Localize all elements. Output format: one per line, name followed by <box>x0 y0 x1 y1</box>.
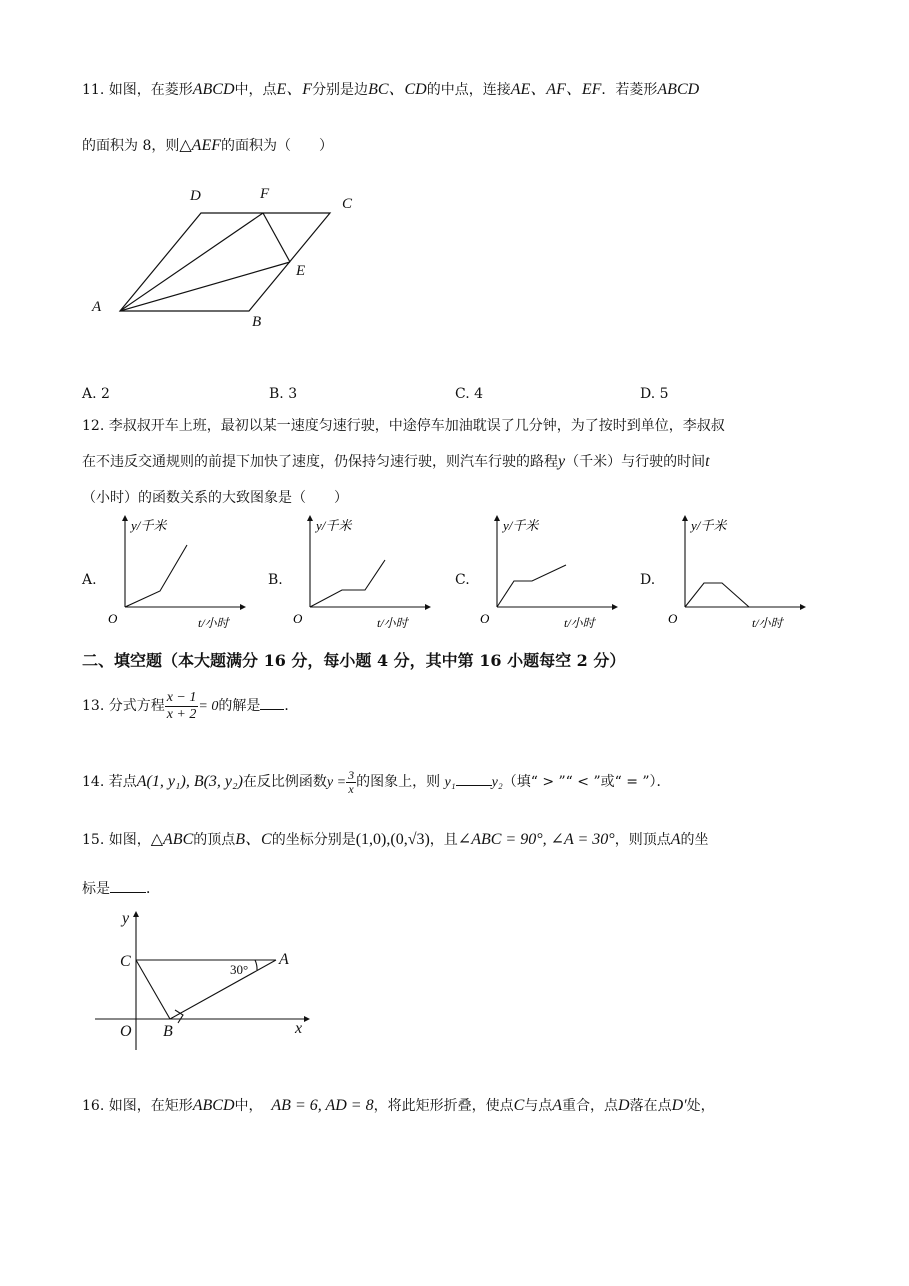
q12-graph-c[interactable] <box>472 515 622 630</box>
y-axis-label: y/千米 <box>316 518 352 533</box>
q13-text: ． <box>284 698 299 714</box>
math-triangle: △AEF <box>179 137 221 154</box>
math-func-lhs: y = <box>326 775 347 790</box>
q12-graph-b[interactable] <box>285 515 435 630</box>
math-y: y <box>558 453 566 470</box>
math-y1: y₁ <box>444 775 456 790</box>
label-b: B <box>163 1023 173 1040</box>
y-axis-label: y <box>122 910 130 927</box>
q12-graph-a[interactable] <box>100 515 250 630</box>
x-axis-label: t/小时 <box>377 616 408 630</box>
math-eq: = 0 <box>198 699 219 714</box>
fraction <box>165 690 199 723</box>
q12-graph-c-label[interactable]: C. <box>455 572 470 588</box>
q11-text: 的中点，连接 <box>426 82 511 98</box>
graph-line <box>310 560 385 607</box>
math-d: D <box>618 1097 630 1114</box>
q11-option-b[interactable]: B. 3 <box>269 386 298 402</box>
fraction-denominator: x + 2 <box>166 706 197 722</box>
q11-rhombus-figure <box>80 180 380 330</box>
math-t: t <box>705 453 710 470</box>
angle-arc <box>255 960 257 970</box>
origin-label: O <box>293 611 303 626</box>
segment-ef <box>263 213 290 262</box>
section-heading: 二、填空题（本大题满分 16 分，每小题 4 分，其中第 16 小题每空 2 分） <box>82 651 626 670</box>
y-axis-label: y/千米 <box>131 518 167 533</box>
q11-line1 <box>82 80 699 100</box>
q14-text: 14. 若点 <box>82 774 137 790</box>
q15-line2 <box>82 878 160 899</box>
q16-text: 与点 <box>524 1098 553 1114</box>
math-rhombus: ABCD <box>192 81 235 98</box>
q11-text: ．若菱形 <box>601 82 658 98</box>
segment-ba <box>170 960 276 1019</box>
q12-line2 <box>82 452 710 472</box>
math-a: A <box>552 1097 563 1114</box>
graph-line <box>685 583 749 607</box>
label-b: B <box>252 314 262 330</box>
math-angles: ∠ABC = 90°, ∠A = 30° <box>457 831 615 848</box>
math-coords: (1,0),(0,√3) <box>355 831 430 848</box>
math-rhombus-2: ABCD <box>657 81 700 98</box>
math-a: A <box>670 831 681 848</box>
q15-text: ，则顶点 <box>614 832 671 848</box>
y-axis-label: y/千米 <box>503 518 539 533</box>
answer-blank[interactable] <box>456 771 492 786</box>
math-bc: B、C <box>235 831 272 848</box>
math-dprime: D′ <box>671 1097 687 1114</box>
q11-text: 中，点 <box>234 82 277 98</box>
q13-text: 13. 分式方程 <box>82 698 165 714</box>
q16-text: 处， <box>686 1098 715 1114</box>
label-a: A <box>279 951 289 968</box>
x-axis-label: t/小时 <box>564 616 595 630</box>
segment-cb <box>136 960 170 1019</box>
q11-line2 <box>82 136 333 156</box>
q11-text: 11. 如图，在菱形 <box>82 82 193 98</box>
q15-text: ． <box>146 881 160 897</box>
x-axis-label: x <box>295 1020 303 1037</box>
q12-line3: （小时）的函数关系的大致图象是（ ） <box>82 490 348 506</box>
angle-label: 30° <box>230 962 249 977</box>
q14-text: （填“ > ”“ < ”或“ = ”）． <box>502 774 671 790</box>
q15-text: ，且 <box>429 832 458 848</box>
q12-graph-b-label[interactable]: B. <box>268 572 283 588</box>
label-e: E <box>296 263 306 279</box>
math-points: A(1, y₁), B(3, y₂) <box>136 773 243 790</box>
y-axis-label: y/千米 <box>691 518 727 533</box>
origin-label: O <box>120 1023 132 1040</box>
q15-text: 的坐标分别是 <box>271 832 356 848</box>
q15-text: 标是 <box>82 881 110 897</box>
q15-text: 的坐 <box>680 832 709 848</box>
math-y2: y₂ <box>491 775 503 790</box>
q12-text: 在不违反交通规则的前提下加快了速度，仍保持匀速行驶，则汽车行驶的路程 <box>82 454 558 470</box>
math-sides: AB = 6, AD = 8 <box>271 1097 374 1114</box>
q12-graph-d[interactable] <box>660 515 810 630</box>
q16-line <box>82 1096 715 1116</box>
math-c: C <box>513 1097 525 1114</box>
q15-line1 <box>82 830 708 850</box>
q14-text: 在反比例函数 <box>242 774 327 790</box>
q12-graph-a-label[interactable]: A. <box>82 572 97 588</box>
math-sides: BC、CD <box>368 81 427 98</box>
q14-text: 的图象上，则 <box>356 774 441 790</box>
graph-line <box>497 565 566 607</box>
math-points-ef: E、F <box>276 81 313 98</box>
rhombus-outline <box>120 213 330 311</box>
math-segments: AE、AF、EF <box>510 81 602 98</box>
q16-text: 落在点 <box>629 1098 672 1114</box>
q11-option-a[interactable]: A. 2 <box>82 386 110 402</box>
answer-blank[interactable] <box>260 695 284 710</box>
q12-line1: 12. 李叔叔开车上班，最初以某一速度匀速行驶，中途停车加油耽误了几分钟，为了按时到单位，李叔叔 <box>82 418 725 434</box>
label-a: A <box>92 299 102 315</box>
label-c: C <box>120 953 131 970</box>
q16-text: 重合，点 <box>562 1098 619 1114</box>
label-f: F <box>260 186 270 202</box>
q11-text: 的面积为（ ） <box>220 138 333 154</box>
q12-graph-d-label[interactable]: D. <box>640 572 656 588</box>
q11-text: 的面积为 8，则 <box>82 138 180 154</box>
origin-label: O <box>668 611 678 626</box>
q11-option-c[interactable]: C. 4 <box>455 386 484 402</box>
math-triangle: △ABC <box>150 831 194 848</box>
q15-text: 的顶点 <box>193 832 236 848</box>
q15-text: 15. 如图， <box>82 832 151 848</box>
function-fraction <box>346 769 356 796</box>
q16-text: 16. 如图，在矩形 <box>82 1098 193 1114</box>
origin-label: O <box>480 611 490 626</box>
q11-option-d[interactable]: D. 5 <box>640 386 669 402</box>
graph-line <box>125 545 187 607</box>
q14-line <box>82 764 671 801</box>
q13-text: 的解是 <box>218 698 261 714</box>
q16-text: 中， <box>234 1098 263 1114</box>
fraction-numerator: x − 1 <box>166 689 197 705</box>
label-c: C <box>342 196 353 212</box>
x-axis-label: t/小时 <box>752 616 783 630</box>
math-rect: ABCD <box>192 1097 235 1114</box>
q11-text: 分别是边 <box>312 82 369 98</box>
q15-coordinate-figure <box>90 905 320 1055</box>
x-axis-label: t/小时 <box>198 616 229 630</box>
segment-ae <box>120 262 290 311</box>
segment-af <box>120 213 263 311</box>
q12-text: （千米）与行驶的时间 <box>565 454 706 470</box>
answer-blank[interactable] <box>110 878 146 893</box>
label-d: D <box>190 188 201 204</box>
q16-text: ，将此矩形折叠，使点 <box>373 1098 514 1114</box>
fraction-denominator: x <box>348 781 354 796</box>
origin-label: O <box>108 611 118 626</box>
fraction-numerator: 3 <box>348 767 355 782</box>
q13-line <box>82 688 298 725</box>
